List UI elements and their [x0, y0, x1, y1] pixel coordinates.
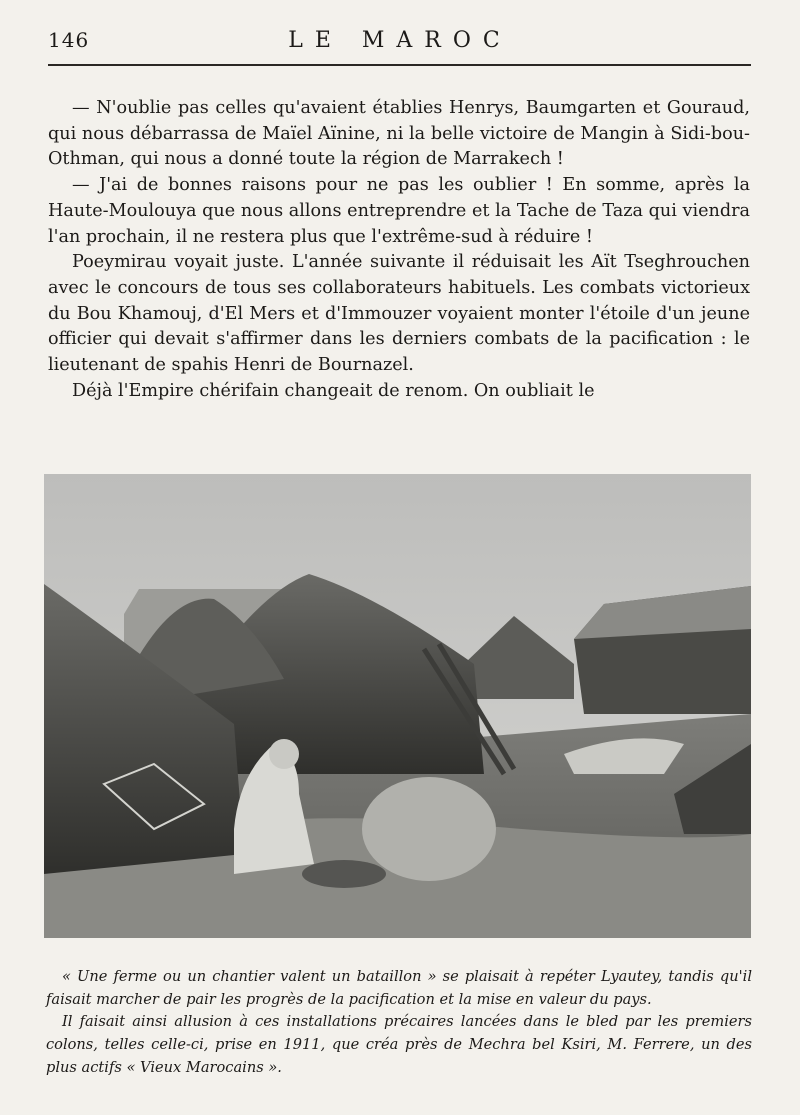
- bread-oven: [362, 777, 496, 881]
- header-rule: [48, 64, 751, 66]
- caption-paragraph: Il faisait ainsi allusion à ces installations précaires lancées dans le bled par les premiers colons, telles celle-ci, prise en 1911, que créa près de Mechra bel Ksiri, M. Ferrere, un des plus actifs « Vieux Marocains ».: [46, 1013, 752, 1076]
- basket: [302, 860, 386, 888]
- person-head: [269, 739, 299, 769]
- paragraph: — J'ai de bonnes raisons pour ne pas les oublier ! En somme, après la Haute-Moulouya que nous allons entreprendre et la Tache de Taza qui viendra l'an prochain, il ne restera plus que l'extrême-sud à réduire !: [48, 175, 750, 247]
- body-text: [48, 96, 750, 404]
- paragraph: Déjà l'Empire chérifain changeait de renom. On oubliait le: [72, 380, 595, 401]
- caption-paragraph: « Une ferme ou un chantier valent un bataillon » se plaisait à repéter Lyautey, tandis qu'il faisait marcher de pair les progrès de la pacification et la mise en valeur du pays.: [46, 968, 752, 1008]
- farm-photograph: [44, 474, 751, 938]
- photo-caption: [46, 966, 752, 1080]
- page-number: 146: [48, 28, 90, 52]
- paragraph: — N'oublie pas celles qu'avaient établies Henrys, Baumgarten et Gouraud, qui nous débarrassa de Maïel Aïnine, ni la belle victoire de Mangin à Sidi-bou-Othman, qui nous a donné toute la région de Marrakech !: [48, 98, 750, 170]
- paragraph: Poeymirau voyait juste. L'année suivante il réduisait les Aït Tseghrouchen avec le concours de tous ses collaborateurs habituels. Les combats victorieux du Bou Khamouj, d'El Mers et d'Immouzer voyaient monter l'étoile d'un jeune officier qui devait s'affirmer dans les derniers combats de la pacification : le lieutenant de spahis Henri de Bournazel.: [48, 252, 750, 376]
- running-title: LE MAROC: [288, 28, 512, 53]
